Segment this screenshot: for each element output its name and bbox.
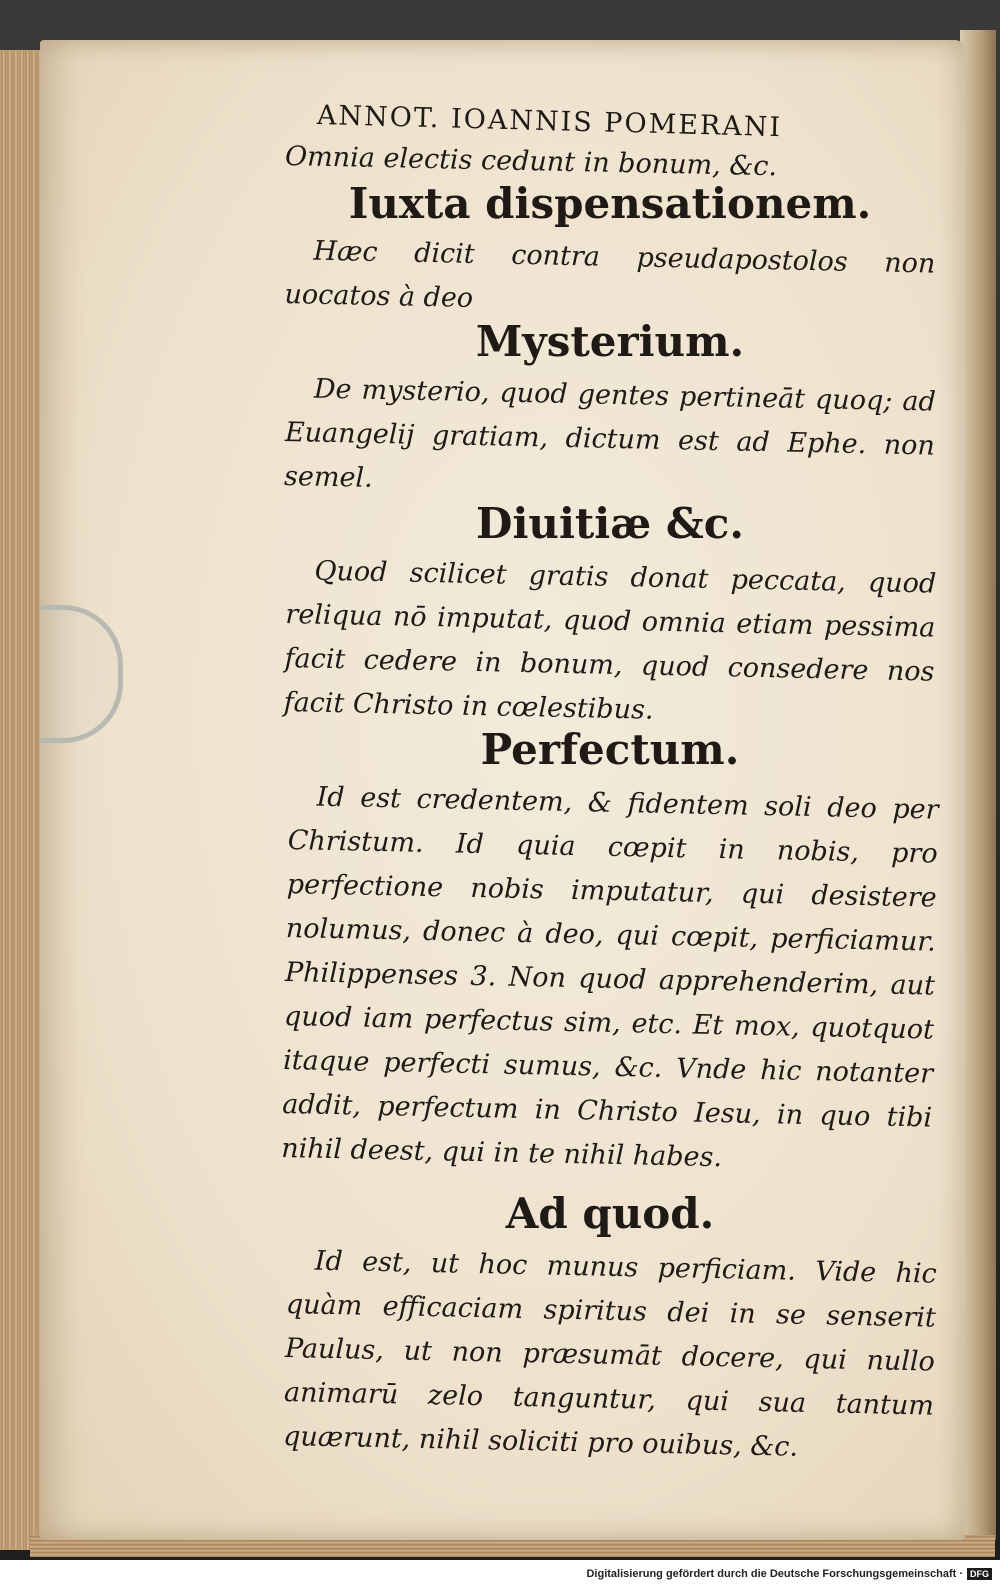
section-heading: Perfectum.: [480, 725, 740, 774]
section-heading: Mysterium.: [475, 317, 745, 366]
section-heading: Ad quod.: [505, 1189, 715, 1238]
running-head: ANNOT. IOANNIS POMERANI: [316, 100, 783, 144]
credit-text: Digitalisierung gefördert durch die Deutsche Forschungsgemeinschaft ·: [586, 1568, 963, 1580]
section-heading: Diuitiæ &c.: [476, 499, 744, 548]
paragraph: Id est credentem, & fidentem soli deo per Christum. Id quia cœpit in nobis, pro perfectione nobis imputatur, qui desistere nolumus, donec à deo, qui cœpit, perficiamur. Philippenses 3. Non quod apprehenderim, aut quod iam perfectus sim, etc. Et mox, quotquot itaque perfecti sumus, &c. Vnde hic notanter addit, perfectum in Christo Iesu, in quo tibi nihil deest, qui in te nihil habes.: [281, 781, 939, 1174]
paragraph: De mysterio, quod gentes pertineāt quoq; ad Euangelij gratiam, dictum est ad Ephe. non semel.: [283, 373, 937, 494]
footer-bar: [0, 1560, 1000, 1593]
text-block: [281, 100, 939, 1463]
paragraph: Id est, ut hoc munus perficiam. Vide hic quàm efficaciam spiritus dei in se senserit Paulus, ut non præsumāt docere, qui nullo animarū zelo tanguntur, qui sua tantum quærunt, nihil soliciti pro ouibus, &c.: [282, 1245, 938, 1463]
digitization-credit: [586, 1568, 992, 1580]
dfg-logo: DFG: [967, 1568, 992, 1580]
section-heading: Iuxta dispensationem.: [348, 179, 872, 228]
paragraph: Quod scilicet gratis donat peccata, quod reliqua nō imputat, quod omnia etiam pessima facit cedere in bonum, quod consedere nos facit Christo in cœlestibus.: [283, 555, 937, 726]
paragraph: Hæc dicit contra pseudapostolos non uocatos à deo: [284, 235, 936, 314]
paragraph: Omnia electis cedunt in bonum, &c.: [284, 141, 778, 183]
page-clip: [40, 605, 123, 743]
book-edge-right: [960, 30, 996, 1540]
